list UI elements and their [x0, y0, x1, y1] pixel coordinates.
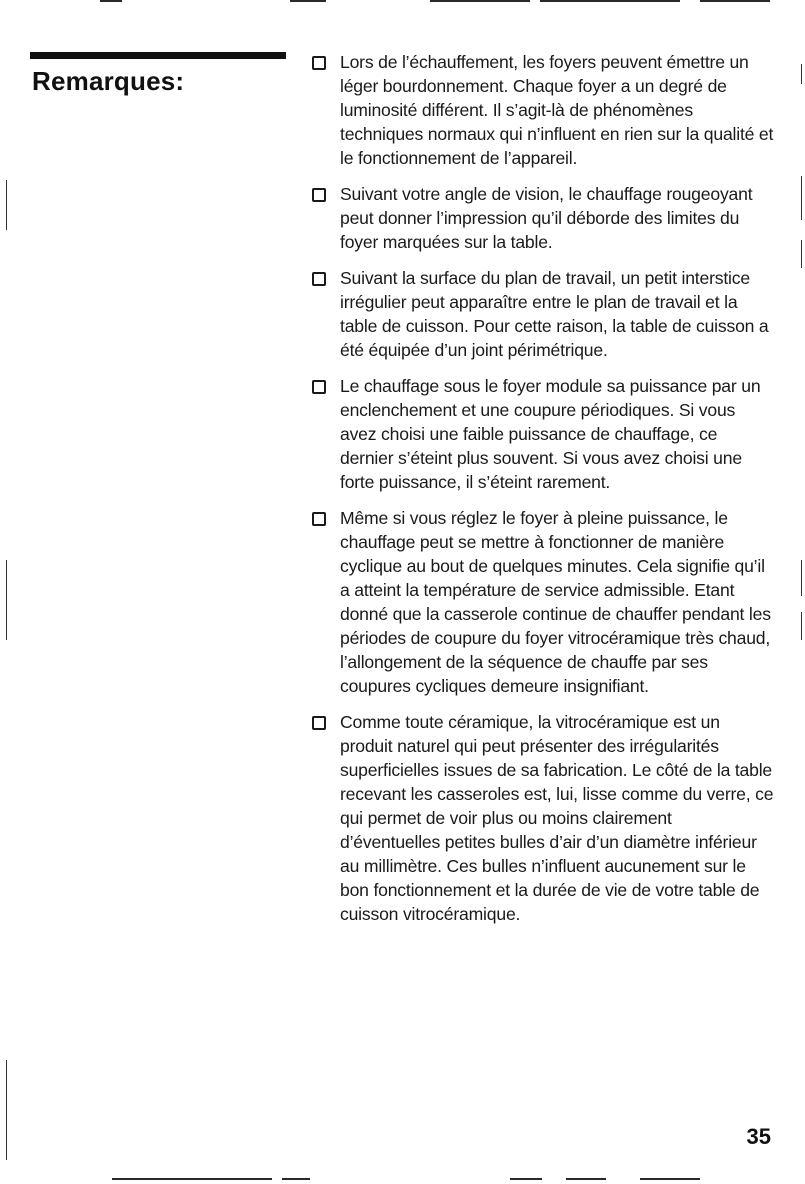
checkbox-icon	[312, 56, 326, 70]
margin-line-left-1	[6, 180, 7, 230]
note-text: Suivant votre angle de vision, le chauffage rougeoyant peut donner l’impression qu’il déborde des limites du foyer marquées sur la table.	[340, 184, 753, 252]
margin-line-right-2	[801, 176, 802, 220]
margin-line-right-3	[801, 240, 802, 268]
bottom-rule-3	[510, 1178, 542, 1180]
note-item	[312, 50, 774, 170]
checkbox-icon	[312, 188, 326, 202]
heading-bar	[30, 52, 286, 59]
note-item	[312, 506, 774, 698]
bottom-rule-1	[112, 1178, 272, 1180]
note-text: Le chauffage sous le foyer module sa puissance par un enclenchement et une coupure périodiques. Si vous avez choisi une faible puissance de chauffage, ce dernier s’éteint plus souvent. Si vous avez choisi une forte puissance, il s’éteint rarement.	[340, 376, 761, 492]
top-rule-1	[100, 0, 122, 2]
checkbox-icon	[312, 716, 326, 730]
checkbox-icon	[312, 512, 326, 526]
margin-line-left-2	[6, 560, 7, 640]
top-rule-3	[430, 0, 530, 2]
top-rule-4	[540, 0, 680, 2]
bottom-rule-2	[282, 1178, 310, 1180]
checkbox-icon	[312, 272, 326, 286]
note-text: Comme toute céramique, la vitrocéramique est un produit naturel qui peut présenter des irrégularités superficielles issues de sa fabrication. Le côté de la table recevant les casseroles est, lui, lisse comme du verre, ce qui permet de voir plus ou moins clairement d’éventuelles petites bulles d’air d’un diamètre inférieur au millimètre. Ces bulles n’influent aucunement sur le bon fonctionnement et la durée de vie de votre table de cuisson vitrocéramique.	[340, 712, 774, 924]
notes-list	[312, 50, 774, 938]
note-text: Suivant la surface du plan de travail, un petit interstice irrégulier peut apparaître entre le plan de travail et la table de cuisson. Pour cette raison, la table de cuisson a été équipée d’un joint périmétrique.	[340, 268, 769, 360]
note-item	[312, 266, 774, 362]
section-heading: Remarques:	[32, 66, 185, 96]
bottom-rule-5	[640, 1178, 700, 1180]
note-item	[312, 710, 774, 926]
margin-line-left-3	[6, 1060, 7, 1160]
note-item	[312, 374, 774, 494]
margin-line-right-4	[801, 560, 802, 596]
note-item	[312, 182, 774, 254]
note-text: Lors de l’échauffement, les foyers peuvent émettre un léger bourdonnement. Chaque foyer a un degré de luminosité différent. Il s’agit-là de phénomènes techniques normaux qui n’influent en rien sur la qualité et le fonctionnement de l’appareil.	[340, 52, 774, 168]
top-rule-5	[700, 0, 770, 2]
note-text: Même si vous réglez le foyer à pleine puissance, le chauffage peut se mettre à fonctionner de manière cyclique au bout de quelques minutes. Cela signifie qu’il a atteint la température de service admissible. Etant donné que la casserole continue de chauffer pendant les périodes de coupure du foyer vitrocéramique très chaud, l’allongement de la séquence de chauffe par ses coupures cycliques demeure insignifiant.	[340, 508, 771, 696]
top-rule-2	[290, 0, 326, 2]
margin-line-right-1	[801, 64, 802, 84]
margin-line-right-5	[801, 612, 802, 640]
checkbox-icon	[312, 380, 326, 394]
page-number: 35	[746, 1124, 771, 1149]
bottom-rule-4	[566, 1178, 606, 1180]
